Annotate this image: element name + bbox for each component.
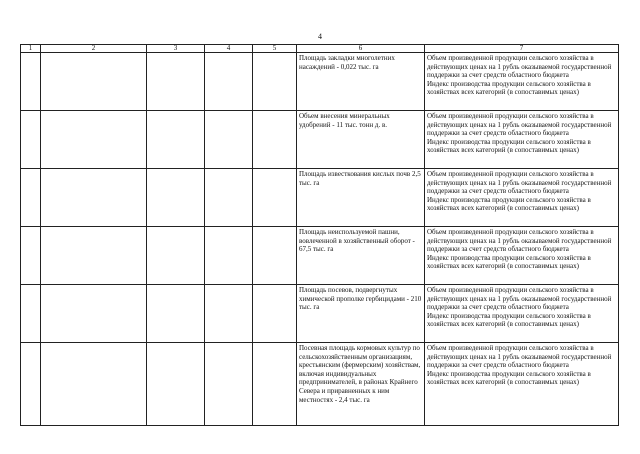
target-cell: Объем произведенной продукции сельского хозяйства в действующих ценах на 1 рубль оказываемой государственной поддержки за счет средств областного бюджета Индекс производства продукции сельского хозяйства в хозяйствах всех категорий (в сопоставимых ценах) — [425, 53, 619, 111]
indicator-cell: Объем внесения минеральных удобрений - 11 тыс. тонн д. в. — [297, 111, 425, 169]
program-table — [20, 44, 619, 426]
empty-cell — [253, 53, 297, 111]
empty-cell — [147, 343, 205, 426]
empty-cell — [41, 343, 147, 426]
empty-cell — [205, 53, 253, 111]
empty-cell — [41, 169, 147, 227]
empty-cell — [41, 53, 147, 111]
column-header: 4 — [205, 45, 253, 53]
empty-cell — [205, 169, 253, 227]
empty-cell — [41, 111, 147, 169]
empty-cell — [41, 227, 147, 285]
empty-cell — [205, 227, 253, 285]
empty-cell — [41, 285, 147, 343]
empty-cell — [21, 169, 41, 227]
empty-cell — [147, 111, 205, 169]
target-cell: Объем произведенной продукции сельского хозяйства в действующих ценах на 1 рубль оказываемой государственной поддержки за счет средств областного бюджета Индекс производства продукции сельского хозяйства в хозяйствах всех категорий (в сопоставимых ценах) — [425, 227, 619, 285]
empty-cell — [253, 169, 297, 227]
indicator-cell: Площадь неиспользуемой пашни, вовлеченной в хозяйственный оборот - 67,5 тыс. га — [297, 227, 425, 285]
target-cell: Объем произведенной продукции сельского хозяйства в действующих ценах на 1 рубль оказываемой государственной поддержки за счет средств областного бюджета Индекс производства продукции сельского хозяйства в хозяйствах всех категорий (в сопоставимых ценах) — [425, 285, 619, 343]
empty-cell — [205, 111, 253, 169]
column-header: 1 — [21, 45, 41, 53]
empty-cell — [253, 285, 297, 343]
column-header: 5 — [253, 45, 297, 53]
empty-cell — [205, 343, 253, 426]
column-header: 2 — [41, 45, 147, 53]
empty-cell — [21, 227, 41, 285]
column-header: 6 — [297, 45, 425, 53]
target-cell: Объем произведенной продукции сельского хозяйства в действующих ценах на 1 рубль оказываемой государственной поддержки за счет средств областного бюджета Индекс производства продукции сельского хозяйства в хозяйствах всех категорий (в сопоставимых ценах) — [425, 343, 619, 426]
empty-cell — [21, 111, 41, 169]
indicator-cell: Посевная площадь кормовых культур по сельскохозяйственным организациям, крестьянским (фермерским) хозяйствам, включая индивидуальных предпринимателей, в районах Крайнего Севера и приравненных к ним местностях - 2,4 тыс. га — [297, 343, 425, 426]
empty-cell — [205, 285, 253, 343]
header-row — [21, 45, 619, 53]
empty-cell — [21, 343, 41, 426]
target-cell: Объем произведенной продукции сельского хозяйства в действующих ценах на 1 рубль оказываемой государственной поддержки за счет средств областного бюджета Индекс производства продукции сельского хозяйства в хозяйствах всех категорий (в сопоставимых ценах) — [425, 111, 619, 169]
indicator-cell: Площадь известкования кислых почв 2,5 тыс. га — [297, 169, 425, 227]
table-row — [21, 343, 619, 426]
empty-cell — [253, 111, 297, 169]
column-header: 3 — [147, 45, 205, 53]
column-header: 7 — [425, 45, 619, 53]
table-row — [21, 111, 619, 169]
table-row — [21, 53, 619, 111]
empty-cell — [147, 285, 205, 343]
table-row — [21, 285, 619, 343]
empty-cell — [147, 169, 205, 227]
empty-cell — [147, 53, 205, 111]
empty-cell — [253, 343, 297, 426]
empty-cell — [21, 53, 41, 111]
page-number: 4 — [318, 32, 322, 41]
empty-cell — [147, 227, 205, 285]
target-cell: Объем произведенной продукции сельского хозяйства в действующих ценах на 1 рубль оказываемой государственной поддержки за счет средств областного бюджета Индекс производства продукции сельского хозяйства в хозяйствах всех категорий (в сопоставимых ценах) — [425, 169, 619, 227]
indicator-cell: Площадь посевов, подвергнутых химической прополке гербицидами - 210 тыс. га — [297, 285, 425, 343]
empty-cell — [21, 285, 41, 343]
table-row — [21, 227, 619, 285]
table-row — [21, 169, 619, 227]
empty-cell — [253, 227, 297, 285]
indicator-cell: Площадь закладки многолетних насаждений - 0,022 тыс. га — [297, 53, 425, 111]
